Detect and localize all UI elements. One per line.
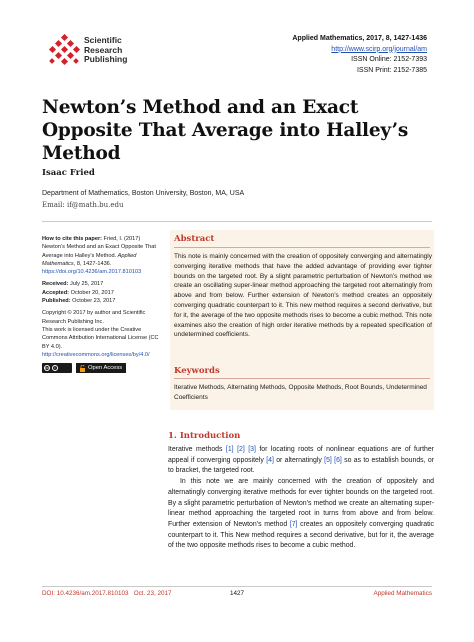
keywords-divider [174,378,430,379]
introduction-body [168,445,434,552]
ref-link[interactable]: [2] [237,446,245,453]
footer-divider [42,586,432,587]
ref-link[interactable]: [7] [289,520,298,528]
author-affiliation: Department of Mathematics, Boston University, Boston, MA, USA [42,190,245,197]
journal-citation: Applied Mathematics, 2017, 8, 1427-1436 [292,35,427,42]
abstract-heading: Abstract [174,234,215,244]
abstract-divider [174,247,430,248]
keywords-text: Iterative Methods, Alternating Methods, Opposite Methods, Root Bounds, Undetermined Coefficients [174,384,427,401]
footer-journal: Applied Mathematics [373,590,432,597]
journal-url-link[interactable]: http://www.scirp.org/journal/am [331,45,427,53]
ref-link[interactable]: [1] [225,446,234,453]
article-sidebar [42,235,164,373]
journal-info [292,34,427,76]
keywords-heading: Keywords [174,366,220,376]
author-name: Isaac Fried [42,168,95,178]
copyright-block: Copyright © 2017 by author and Scientific Research Publishing Inc. This work is licensed under the Creative Commons Attribution International License (CC BY 4.0). http://creativecommons.org/licenses/by/4.0/ [42,310,159,358]
license-link[interactable]: http://creativecommons.org/licenses/by/4.0/ [42,351,150,358]
dates-block: Received: July 25, 2017 Accepted: October 20, 2017 Published: October 23, 2017 [42,281,116,305]
introduction-heading: 1. Introduction [168,431,241,441]
header-divider [42,221,432,222]
citation-block: How to cite this paper: Fried, I. (2017) Newton’s Method and an Exact Opposite That Average into Halley’s Method. Applied Mathematics, 8, 1427-1436. https://doi.org/10.4236/am.2017.810103 [42,236,156,276]
intro-paragraph-2: In this note we are mainly concerned with the creation of oppositely and alternatingly converging iterative methods for ever tighter bounds on the targeted root. By a slight parametric perturbation of Newton’s method we create an alternating super-linear method approaching the targeted root in turns from above and from below. Further extension of Newton’s method [7] creates an oppositely converging quadratic counterpart to it. This New method requires a second derivative, but for it, the average of the two opposite methods rises to become a cubic method. [168,478,434,550]
author-email: Email: if@math.bu.edu [42,201,124,209]
cc-by-icon[interactable]: cc i [42,363,72,373]
open-lock-icon [80,365,85,372]
issn-online: ISSN Online: 2152-7393 [351,56,427,63]
publisher-name: Scientific Research Publishing [84,35,128,64]
abstract-text: This note is mainly concerned with the creation of oppositely converging and alternatingly converging iterative methods that have the added advantage of providing ever tighter bounds on the targeted root. By a slight parametric perturbation of Newton’s method we create an oscillating super-linear method approaching the targeted root alternatingly from above and from below. Further extension of Newton’s method creates an oppositely converging quadratic counterpart to it. This new method requires a second derivative, but for it, the average of the two opposite methods rises to become a cubic method. This note examines also the creation of high order iterative methods by a repeated specification of undetermined coefficients. [174,253,432,339]
ref-link[interactable]: [4] [266,456,274,464]
intro-paragraph-1: Iterative methods [1] [2] [3] for locating roots of nonlinear equations are of further appeal if converging oppositely [4] or alternatingly [5] [6] so as to establish bounds, or to bracket, the targeted root. [168,446,434,475]
article-title: Newton’s Method and an Exact Opposite That Average into Halley’s Method [42,97,409,164]
issn-print: ISSN Print: 2152-7385 [356,66,427,74]
ref-link[interactable]: [6] [334,456,342,464]
ref-link[interactable]: [5] [324,456,332,464]
ref-link[interactable]: [3] [248,446,256,453]
open-access-badge: Open Access [76,363,126,373]
page-number: 1427 [230,590,245,597]
footer-doi[interactable]: DOI: 10.4236/am.2017.810103 Oct. 23, 2017 [42,590,172,597]
doi-link[interactable]: https://doi.org/10.4236/am.2017.810103 [42,269,142,276]
publisher-logo-icon [46,34,82,70]
license-badges [42,363,164,373]
